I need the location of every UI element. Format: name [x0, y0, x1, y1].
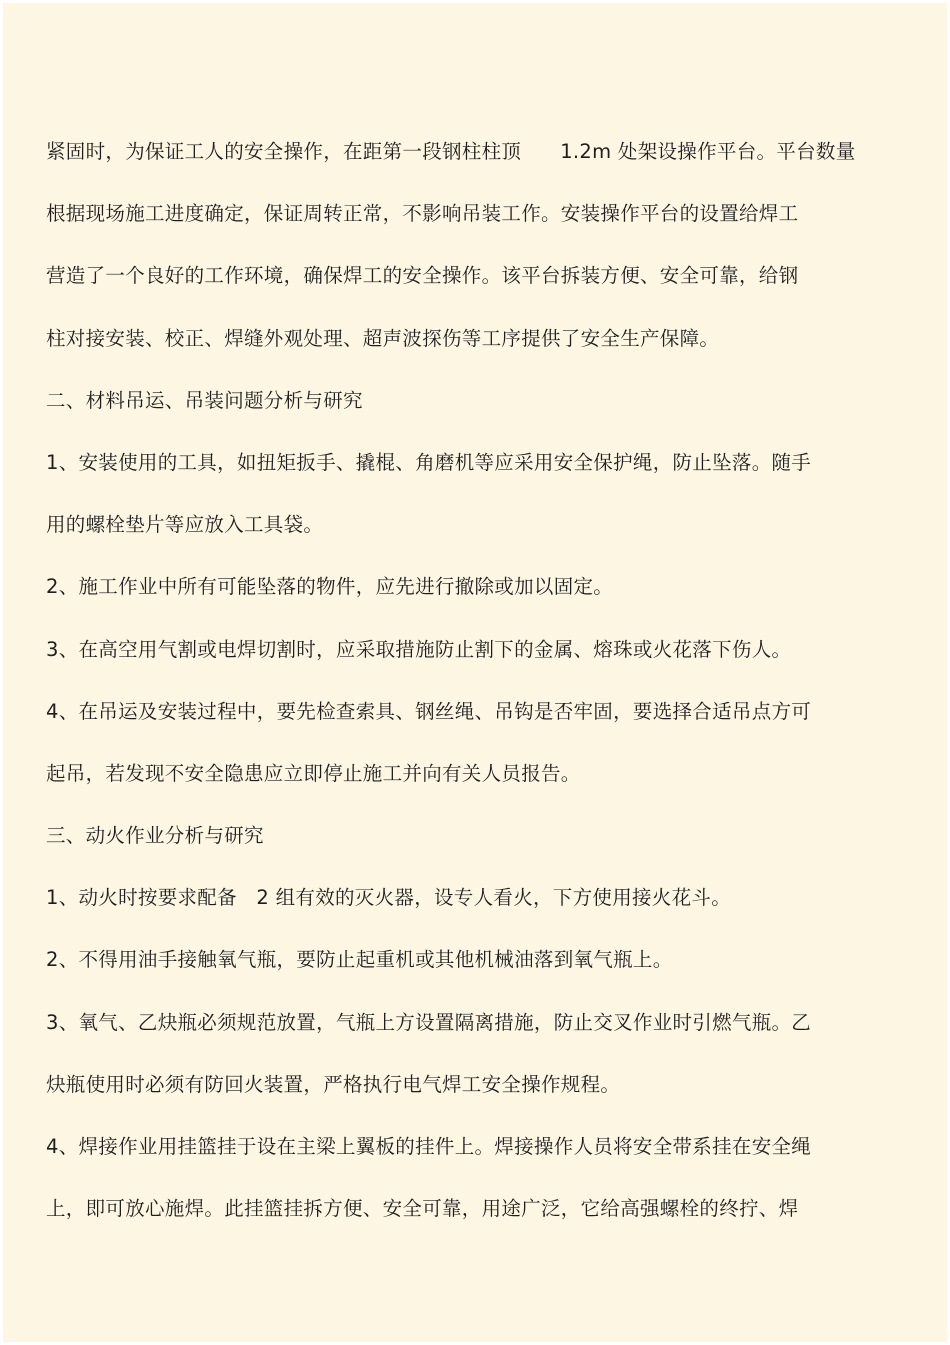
text-line-10: 4、在吊运及安装过程中，要先检查索具、钢丝绳、吊钩是否牢固，要选择合适吊点方可 — [46, 699, 812, 723]
text-line-13: 1、动火时按要求配备 2 组有效的灭火器，设专人看火，下方使用接火花斗。 — [46, 886, 732, 910]
text-line-16: 炔瓶使用时必须有防回火装置，严格执行电气焊工安全操作规程。 — [46, 1072, 621, 1096]
section-heading-2: 二、材料吊运、吊装问题分析与研究 — [46, 388, 363, 412]
text-line-8: 2、施工作业中所有可能坠落的物件，应先进行撤除或加以固定。 — [46, 575, 614, 599]
text-line-14: 2、不得用油手接触氧气瓶，要防止起重机或其他机械油落到氧气瓶上。 — [46, 948, 673, 972]
text-line-1: 紧固时，为保证工人的安全操作，在距第一段钢柱柱顶 1.2m 处架设操作平台。平台数量 — [46, 140, 856, 163]
document-body — [46, 121, 906, 1240]
text-line-4: 柱对接安装、校正、焊缝外观处理、超声波探伤等工序提供了安全生产保障。 — [46, 326, 720, 350]
text-line-15: 3、氧气、乙炔瓶必须规范放置，气瓶上方设置隔离措施，防止交叉作业时引燃气瓶。乙 — [46, 1010, 812, 1034]
text-line-6: 1、安装使用的工具，如扭矩扳手、撬棍、角磨机等应采用安全保护绳，防止坠落。随手 — [46, 450, 812, 474]
text-line-9: 3、在高空用气割或电焊切割时，应采取措施防止割下的金属、熔珠或火花落下伤人。 — [46, 637, 792, 661]
text-line-11: 起吊，若发现不安全隐患应立即停止施工并向有关人员报告。 — [46, 761, 581, 785]
text-line-17: 4、焊接作业用挂篮挂于设在主梁上翼板的挂件上。焊接操作人员将安全带系挂在安全绳 — [46, 1135, 812, 1158]
text-line-3: 营造了一个良好的工作环境，确保焊工的安全操作。该平台拆装方便、安全可靠，给钢 — [46, 264, 799, 288]
text-line-7: 用的螺栓垫片等应放入工具袋。 — [46, 513, 324, 537]
section-heading-3: 三、动火作业分析与研究 — [46, 824, 264, 848]
document-page — [3, 3, 947, 1342]
text-line-2: 根据现场施工进度确定，保证周转正常，不影响吊装工作。安装操作平台的设置给焊工 — [46, 202, 799, 226]
text-line-18: 上，即可放心施焊。此挂篮挂拆方便、安全可靠，用途广泛，它给高强螺栓的终拧、焊 — [46, 1197, 799, 1221]
